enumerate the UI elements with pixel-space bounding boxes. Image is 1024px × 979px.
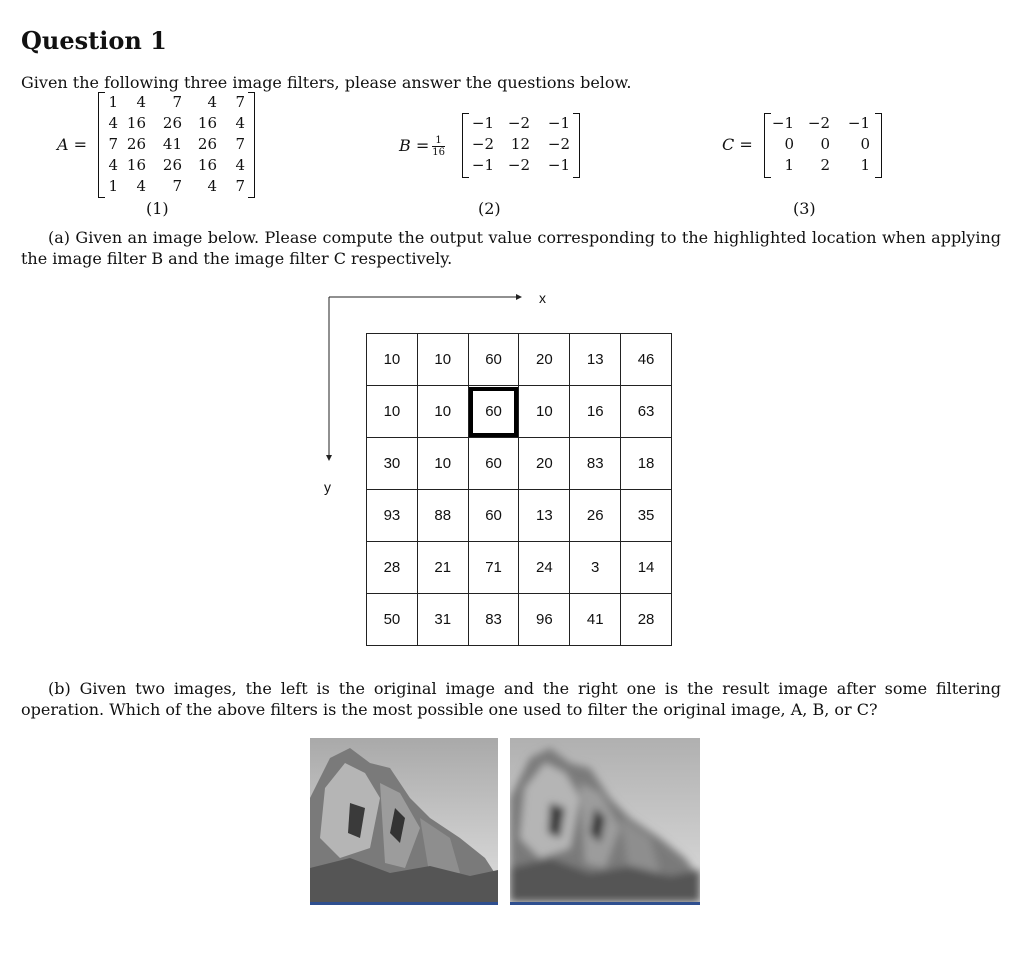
matrix-a-cell: 1	[108, 93, 118, 111]
grid-row	[367, 542, 672, 594]
grid-row	[367, 334, 672, 386]
matrix-c-label: C =	[722, 135, 753, 154]
grid-cell: 50	[367, 594, 418, 646]
matrix-a-cell: 7	[108, 135, 118, 153]
part-a-text: (a) Given an image below. Please compute the output value corresponding to the highlighted location when applying the image filter B and the image filter C respectively.	[21, 228, 1001, 268]
matrix-a-cell: 4	[108, 156, 118, 174]
matrix-c-cell: 0	[784, 135, 794, 153]
grid-cell: 3	[570, 542, 621, 594]
matrix-a-cell: 4	[235, 114, 245, 132]
grid-cell: 16	[570, 386, 621, 438]
matrix-a-cell: 7	[172, 93, 182, 111]
matrix-a-cell: 7	[235, 135, 245, 153]
matrix-a-number: (1)	[146, 199, 169, 218]
grid-cell: 41	[570, 594, 621, 646]
grid-cell: 14	[621, 542, 672, 594]
grid-cell: 20	[519, 334, 570, 386]
matrix-b-cell: −2	[547, 135, 570, 153]
grid-row	[367, 594, 672, 646]
matrix-a-cell: 26	[162, 156, 182, 174]
grid-cell: 96	[519, 594, 570, 646]
grid-cell: 20	[519, 438, 570, 490]
grid-cell: 26	[570, 490, 621, 542]
grid-cell: 10	[417, 438, 468, 490]
matrix-a-cell: 4	[207, 177, 217, 195]
matrix-a-cell: 26	[197, 135, 217, 153]
grid-cell: 60	[468, 334, 519, 386]
grid-cell: 13	[570, 334, 621, 386]
grid-cell: 31	[417, 594, 468, 646]
matrix-a-cell: 16	[126, 114, 146, 132]
grid-cell: 10	[367, 334, 418, 386]
pixel-grid	[366, 333, 672, 639]
matrix-a-cell: 4	[235, 156, 245, 174]
matrix-a-cell: 4	[136, 93, 146, 111]
matrix-a-cell: 16	[126, 156, 146, 174]
grid-cell: 28	[367, 542, 418, 594]
grid-cell: 93	[367, 490, 418, 542]
grid-cell: 10	[367, 386, 418, 438]
matrix-b-cell: −2	[507, 156, 530, 174]
matrix-b-cell: −1	[547, 114, 570, 132]
matrix-c-number: (3)	[793, 199, 816, 218]
grid-row	[367, 386, 672, 438]
matrix-a-cell: 16	[197, 114, 217, 132]
grid-cell: 13	[519, 490, 570, 542]
question-title: Question 1	[21, 26, 167, 55]
x-axis-label: x	[539, 290, 546, 306]
y-axis-label: y	[324, 479, 331, 495]
matrix-c	[764, 113, 882, 178]
matrix-b-cell: 12	[510, 135, 530, 153]
matrix-b-cell: −2	[507, 114, 530, 132]
part-b-text: (b) Given two images, the left is the original image and the right one is the result image after some filtering operation. Which of the above filters is the most possible one used to filter the original image, A, B, or C?	[21, 679, 1001, 719]
matrix-c-cell: 2	[820, 156, 830, 174]
matrix-a-cell: 16	[197, 156, 217, 174]
matrix-b-label: B = $\frac{1}{16}$	[399, 135, 445, 158]
matrix-a-cell: 41	[162, 135, 182, 153]
matrix-a-cell: 4	[136, 177, 146, 195]
matrix-c-cell: −2	[807, 114, 830, 132]
matrix-c-cell: −1	[847, 114, 870, 132]
grid-cell: 83	[468, 594, 519, 646]
grid-cell: 71	[468, 542, 519, 594]
matrix-a-cell: 7	[235, 177, 245, 195]
grid-cell: 30	[367, 438, 418, 490]
grid-cell: 28	[621, 594, 672, 646]
matrix-a-cell: 7	[235, 93, 245, 111]
grid-cell: 10	[417, 334, 468, 386]
matrix-a-cell: 26	[126, 135, 146, 153]
grid-row	[367, 490, 672, 542]
grid-cell: 63	[621, 386, 672, 438]
grid-cell: 35	[621, 490, 672, 542]
matrix-c-cell: 0	[860, 135, 870, 153]
grid-cell: 60	[468, 490, 519, 542]
grid-cell: 10	[417, 386, 468, 438]
matrix-b-cell: −1	[547, 156, 570, 174]
grid-cell: 83	[570, 438, 621, 490]
matrix-c-cell: 1	[784, 156, 794, 174]
grid-cell: 10	[519, 386, 570, 438]
matrix-a-cell: 4	[207, 93, 217, 111]
original-rock-image	[310, 738, 498, 905]
matrix-a-cell: 4	[108, 114, 118, 132]
matrix-c-cell: 0	[820, 135, 830, 153]
grid-cell: 60	[468, 438, 519, 490]
matrix-a-cell: 1	[108, 177, 118, 195]
matrix-b	[462, 113, 580, 178]
grid-cell: 46	[621, 334, 672, 386]
grid-cell: 88	[417, 490, 468, 542]
matrix-b-cell: −1	[471, 156, 494, 174]
grid-row	[367, 438, 672, 490]
matrix-a-cell: 26	[162, 114, 182, 132]
matrix-a-cell: 7	[172, 177, 182, 195]
grid-cell: 18	[621, 438, 672, 490]
matrix-a	[98, 92, 255, 198]
matrix-b-cell: −2	[471, 135, 494, 153]
blurred-rock-image	[510, 738, 700, 905]
grid-cell: 24	[519, 542, 570, 594]
matrix-c-cell: −1	[771, 114, 794, 132]
matrix-c-cell: 1	[860, 156, 870, 174]
grid-cell: 21	[417, 542, 468, 594]
matrix-b-number: (2)	[478, 199, 501, 218]
intro-text: Given the following three image filters, please answer the questions below.	[21, 73, 632, 92]
matrix-a-label: A =	[57, 135, 88, 154]
highlighted-cell: 60	[468, 386, 519, 438]
matrix-b-cell: −1	[471, 114, 494, 132]
